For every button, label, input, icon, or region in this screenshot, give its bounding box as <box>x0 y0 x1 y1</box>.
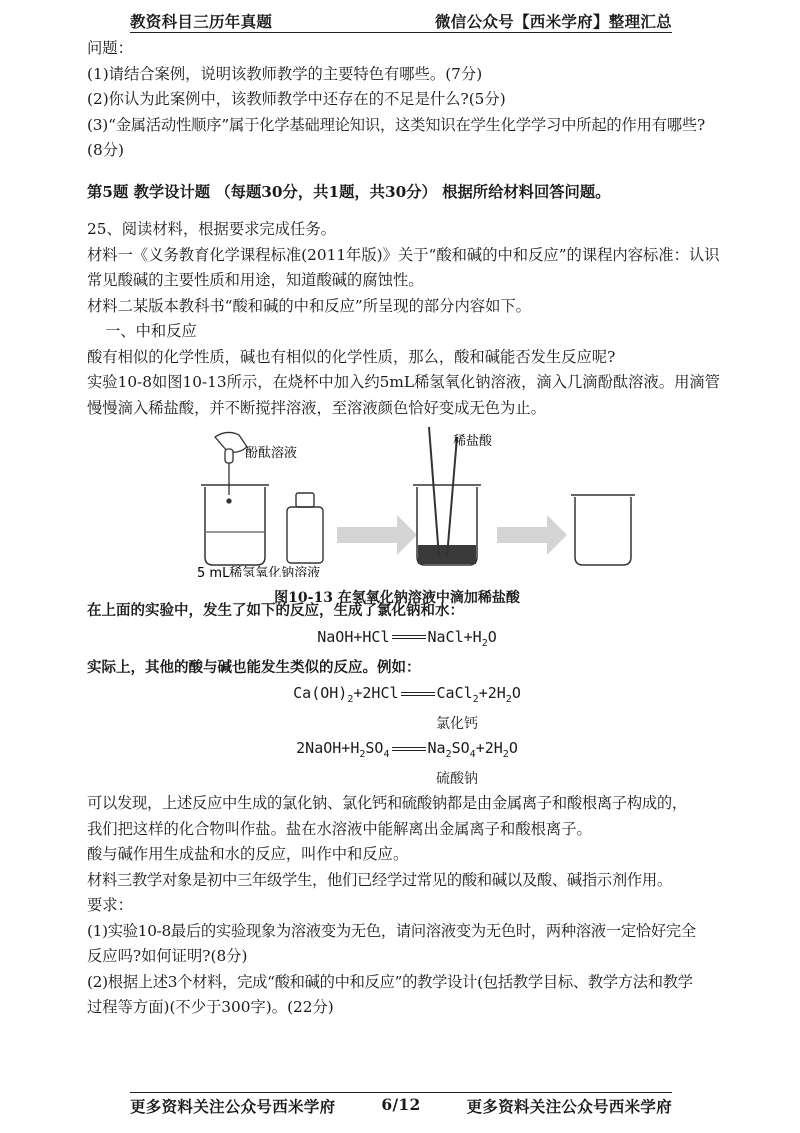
conclusion-line-2: 我们把这样的化合物叫作盐。盐在水溶液中能解离出金属离子和酸根离子。 <box>87 819 592 838</box>
textbook-line-1: 在上面的实验中，发生了如下的反应，生成了氯化钠和水： <box>87 603 464 619</box>
label-naoh: 5 mL稀氢氧化钠溶液 <box>197 566 321 577</box>
conclusion-line-3: 酸与碱作用生成盐和水的反应，叫作中和反应。 <box>87 845 409 863</box>
equation-2: $Ca(OH)_2+2HCl$ $CaCl_2+2H_2O$ <box>293 684 521 705</box>
section-5-heading: 第5题 教学设计题 （每题30分，共1题，共30分） 根据所给材料回答问题。 <box>87 182 611 201</box>
header-left-text: 教资科目三历年真题 <box>130 12 273 31</box>
beaker-1-icon <box>201 485 269 565</box>
footer-right-text: 更多资料关注公众号西米学府 <box>466 1097 672 1116</box>
requirement-1-line1: (1)实验10-8最后的实验现象为溶液变为无色，请问溶液变为无色时，两种溶液一定恰好完全 <box>87 921 696 940</box>
header-right-text: 微信公众号【西米学府】整理汇总 <box>434 12 672 31</box>
requirements-label: 要求： <box>87 896 133 914</box>
questions-label: 问题： <box>87 39 133 57</box>
experiment-figure <box>87 427 727 606</box>
requirement-1-line2: 反应吗?如何证明?(8分) <box>87 947 248 965</box>
material-2: 材料二某版本教科书“酸和碱的中和反应”所呈现的部分内容如下。 <box>87 296 531 315</box>
question-3-line2: (8分) <box>87 141 124 159</box>
question-line: 酸有相似的化学性质，碱也有相似的化学性质，那么，酸和碱能否发生反应呢? <box>87 347 616 366</box>
footer-left-text: 更多资料关注公众号西米学府 <box>130 1097 336 1116</box>
requirement-2-line1: (2)根据上述3个材料，完成“酸和碱的中和反应”的教学设计(包括教学目标、教学方法和教学 <box>87 972 693 991</box>
page-content <box>87 36 727 1021</box>
equation-3: $2NaOH+H_2SO_4$ $Na_2SO_4+2H_2O$ <box>296 739 518 760</box>
textbook-excerpt <box>87 599 727 791</box>
q25-intro: 25、阅读材料，根据要求完成任务。 <box>87 220 336 238</box>
section-title-neutralization: 一、中和反应 <box>105 322 197 340</box>
page-number: 6/12 <box>381 1095 421 1114</box>
requirement-2-line2: 过程等方面)(不少于300字)。(22分) <box>87 998 334 1016</box>
figure-caption: 图10-13 在氢氧化钠溶液中滴加稀盐酸 <box>274 589 520 606</box>
equation-3-note: 硫酸钠 <box>436 771 478 787</box>
arrow-2-icon <box>497 515 567 555</box>
equation-1: NaOH+HCl $NaCl+H_2O$ <box>317 627 497 649</box>
beaker-3-icon <box>571 495 635 565</box>
page-footer <box>130 1092 672 1117</box>
label-phenolphthalein: 酚酞溶液 <box>245 446 298 461</box>
equation-2-note: 氯化钙 <box>436 716 478 732</box>
label-hcl: 稀盐酸 <box>453 434 493 449</box>
material-3: 材料三教学对象是初中三年级学生，他们已经学过常见的酸和碱以及酸、碱指示剂作用。 <box>87 870 672 889</box>
dropper-hand-icon <box>215 432 247 503</box>
material-1: 材料一《义务教育化学课程标准(2011年版)》关于“酸和碱的中和反应”的课程内容标准：认识常见酸碱的主要性质和用途，知道酸碱的腐蚀性。 <box>87 245 720 289</box>
experiment-text: 实验10-8如图10-13所示，在烧杯中加入约5mL稀氢氧化钠溶液，滴入几滴酚酞溶液。用滴管慢慢滴入稀盐酸，并不断搅拌溶液，至溶液颜色恰好变成无色为止。 <box>87 373 720 417</box>
arrow-1-icon <box>337 515 417 555</box>
indicator-bottle-icon <box>287 493 323 563</box>
experiment-illustration <box>87 427 727 577</box>
question-2: (2)你认为此案例中，该教师教学中还存在的不足是什么?(5分) <box>87 90 506 108</box>
question-1: (1)请结合案例，说明该教师教学的主要特色有哪些。(7分) <box>87 64 483 83</box>
conclusion-line-1: 可以发现，上述反应中生成的氯化钠、氯化钙和硫酸钠都是由金属离子和酸根离子构成的， <box>87 794 687 812</box>
question-3-line1: (3)“金属活动性顺序”属于化学基础理论知识，这类知识在学生化学学习中所起的作用有哪些? <box>87 115 705 134</box>
textbook-line-2: 实际上，其他的酸与碱也能发生类似的反应。例如： <box>87 659 421 676</box>
page-header <box>130 10 672 33</box>
